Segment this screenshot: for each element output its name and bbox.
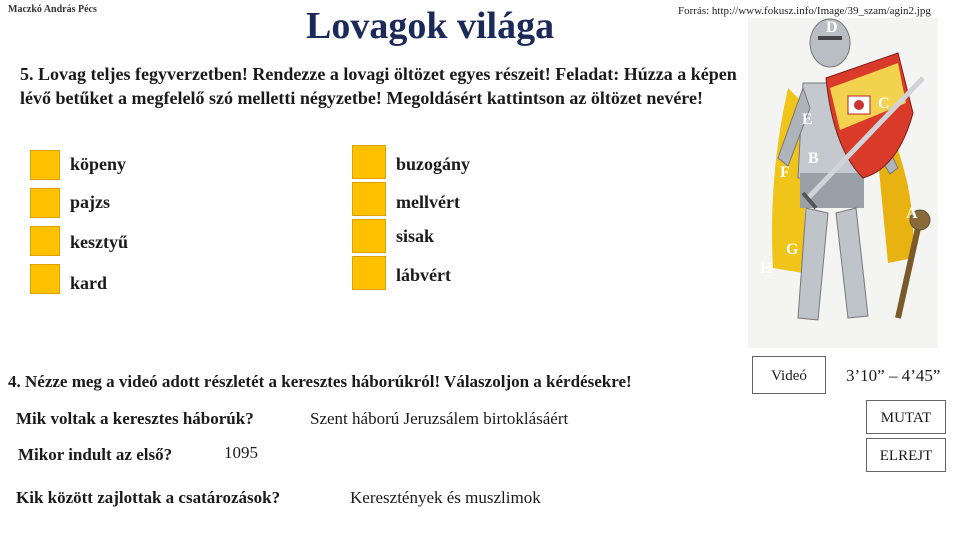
video-button[interactable]: Videó <box>752 356 826 394</box>
knight-letter-a: A <box>906 205 918 222</box>
drop-box-pajzs[interactable] <box>30 188 60 218</box>
drop-box-kopeny[interactable] <box>30 150 60 180</box>
drop-box-buzogany[interactable] <box>352 145 386 179</box>
drop-box-kard[interactable] <box>30 264 60 294</box>
word-kard[interactable]: kard <box>70 273 108 293</box>
video-time-range: 3’10” – 4’45” <box>846 366 941 385</box>
question-1: Mik voltak a keresztes háborúk? <box>16 409 254 428</box>
author-credit: Maczkó András Pécs <box>8 4 97 15</box>
knight-letter-h: H <box>760 260 773 277</box>
drop-box-sisak[interactable] <box>352 219 386 253</box>
question-2: Mikor indult az első? <box>18 445 173 464</box>
word-mellvert[interactable]: mellvért <box>396 192 460 212</box>
word-kopeny[interactable]: köpeny <box>70 154 127 174</box>
image-source: Forrás: http://www.fokusz.info/Image/39_szam/agin2.jpg <box>678 5 931 17</box>
question-3: Kik között zajlottak a csatározások? <box>16 488 281 507</box>
knight-letter-d: D <box>826 19 838 36</box>
knight-letter-b: B <box>808 150 819 167</box>
word-labvert[interactable]: lábvért <box>396 265 451 285</box>
task-5-instructions: 5. Lovag teljes fegyverzetben! Rendezze a lovagi öltözet egyes részeit! Feladat: Húzza a képen lévő betűket a megfelelő szó melletti négyzetbe! Megoldásért kattintson az öltözet nevére! <box>20 64 737 108</box>
word-sisak[interactable]: sisak <box>396 226 435 246</box>
answer-1: Szent háború Jeruzsálem birtoklásáért <box>310 409 569 428</box>
drop-box-labvert[interactable] <box>352 256 386 290</box>
knight-letter-f: F <box>780 164 790 181</box>
knight-letter-c: C <box>878 95 890 112</box>
drop-box-mellvert[interactable] <box>352 182 386 216</box>
knight-letter-g: G <box>786 241 799 258</box>
task-4-instructions: 4. Nézze meg a videó adott részletét a keresztes háborúkról! Válaszoljon a kérdésekre! <box>8 372 632 391</box>
answer-2: 1095 <box>224 443 258 462</box>
answer-3: Keresztények és muszlimok <box>350 488 541 507</box>
knight-illustration <box>748 18 938 348</box>
knight-letter-e: E <box>802 111 813 128</box>
hide-button[interactable]: ELREJT <box>866 438 946 472</box>
word-pajzs[interactable]: pajzs <box>70 192 110 212</box>
word-buzogany[interactable]: buzogány <box>396 154 471 174</box>
drop-box-kesztyu[interactable] <box>30 226 60 256</box>
show-button[interactable]: MUTAT <box>866 400 946 434</box>
page-title: Lovagok világa <box>306 5 555 47</box>
word-kesztyu[interactable]: kesztyű <box>70 232 128 252</box>
